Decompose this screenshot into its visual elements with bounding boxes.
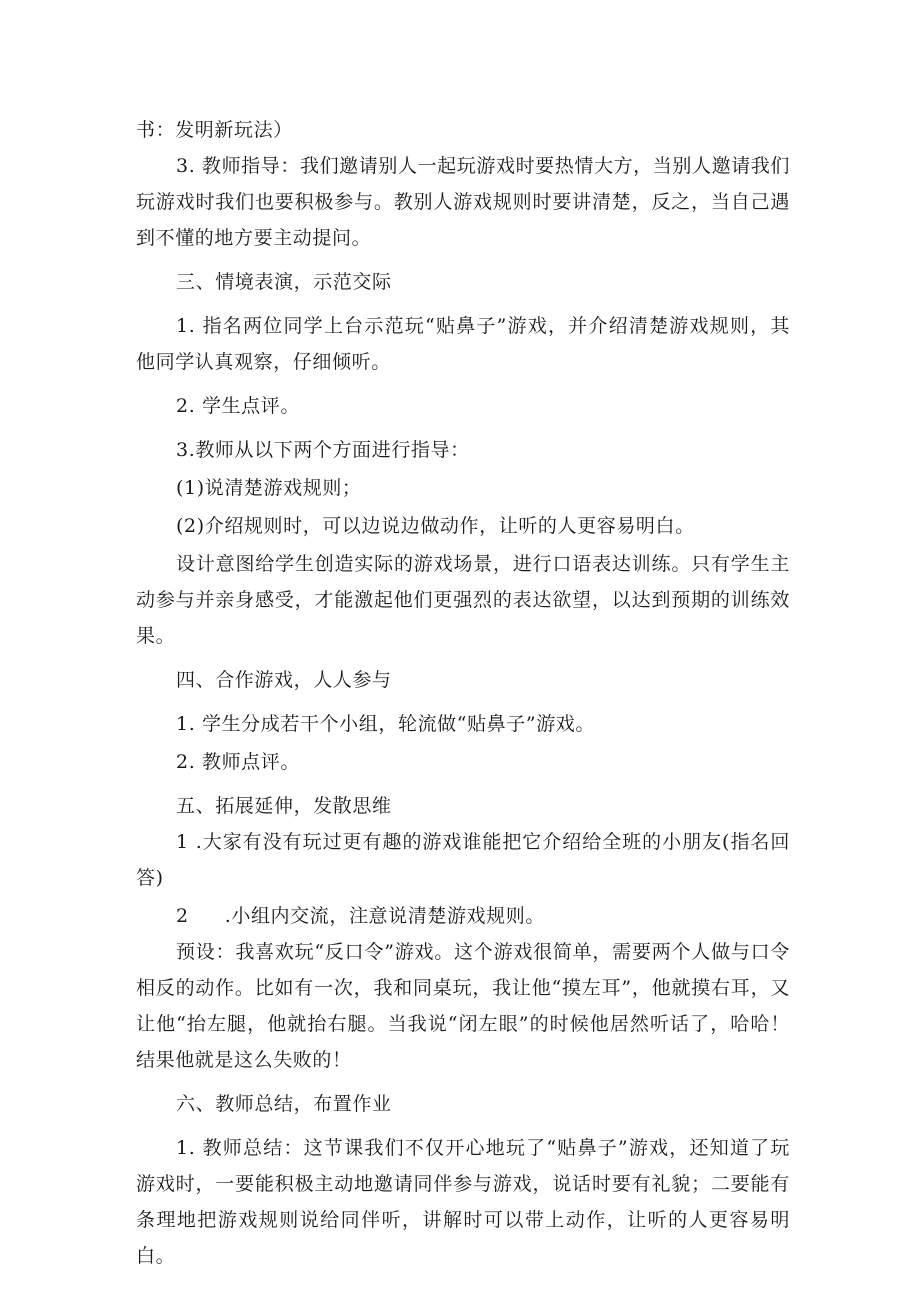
paragraph-teacher-review: 2. 教师点评。 — [176, 751, 300, 773]
document-body — [136, 112, 790, 1274]
list-item-rules: (1)说清楚游戏规则； — [176, 477, 362, 499]
paragraph-continuation: 书：发明新玩法） — [136, 119, 293, 141]
section-heading-3: 三、情境表演，示范交际 — [176, 271, 392, 293]
section-heading-6: 六、教师总结，布置作业 — [176, 1093, 392, 1115]
list-item-actions: (2)介绍规则时，可以边说边做动作，让听的人更容易明白。 — [176, 515, 695, 537]
paragraph-teacher-guidance: 3. 教师指导：我们邀请别人一起玩游戏时要热情大方，当别人邀请我们玩游戏时我们也要积极参与。教别人游戏规则时要讲清楚，反之，当自己遇到不懂的地方要主动提问。 — [136, 155, 790, 249]
list-text: .小组内交流，注意说清楚游戏规则。 — [224, 905, 545, 927]
list-number: 2 — [176, 905, 189, 927]
section-heading-4: 四、合作游戏，人人参与 — [176, 669, 392, 691]
paragraph-group-discussion — [136, 898, 790, 934]
paragraph-group-game: 1. 学生分成若干个小组，轮流做“贴鼻子”游戏。 — [176, 713, 595, 735]
section-heading-5: 五、拓展延伸，发散思维 — [176, 795, 392, 817]
paragraph-teacher-two-aspects: 3.教师从以下两个方面进行指导： — [176, 439, 470, 461]
paragraph-student-review: 2. 学生点评。 — [176, 395, 300, 417]
paragraph-extension-question: 1 .大家有没有玩过更有趣的游戏谁能把它介绍给全班的小朋友(指名回答) — [136, 831, 790, 889]
paragraph-design-intent: 设计意图给学生创造实际的游戏场景，进行口语表达训练。只有学生主动参与并亲身感受，才能激起他们更强烈的表达欲望，以达到预期的训练效果。 — [136, 553, 790, 647]
paragraph-demo-game: 1. 指名两位同学上台示范玩“贴鼻子”游戏，并介绍清楚游戏规则，其他同学认真观察，仔细倾听。 — [136, 315, 790, 373]
paragraph-teacher-summary: 1. 教师总结：这节课我们不仅开心地玩了“贴鼻子”游戏，还知道了玩游戏时，一要能积极主动地邀请同伴参与游戏，说话时要有礼貌；二要能有条理地把游戏规则说给同伴听，讲解时可以带上动作，让听的人更容易明白。 — [136, 1137, 790, 1267]
paragraph-preset-example: 预设：我喜欢玩“反口令”游戏。这个游戏很简单，需要两个人做与口令相反的动作。比如有一次，我和同桌玩，我让他“摸左耳”，他就摸右耳，又让他“抬左腿，他就抬右腿。当我说“闭左眼”的时候他居然听话了，哈哈！结果他就是这么失败的！ — [136, 941, 790, 1071]
